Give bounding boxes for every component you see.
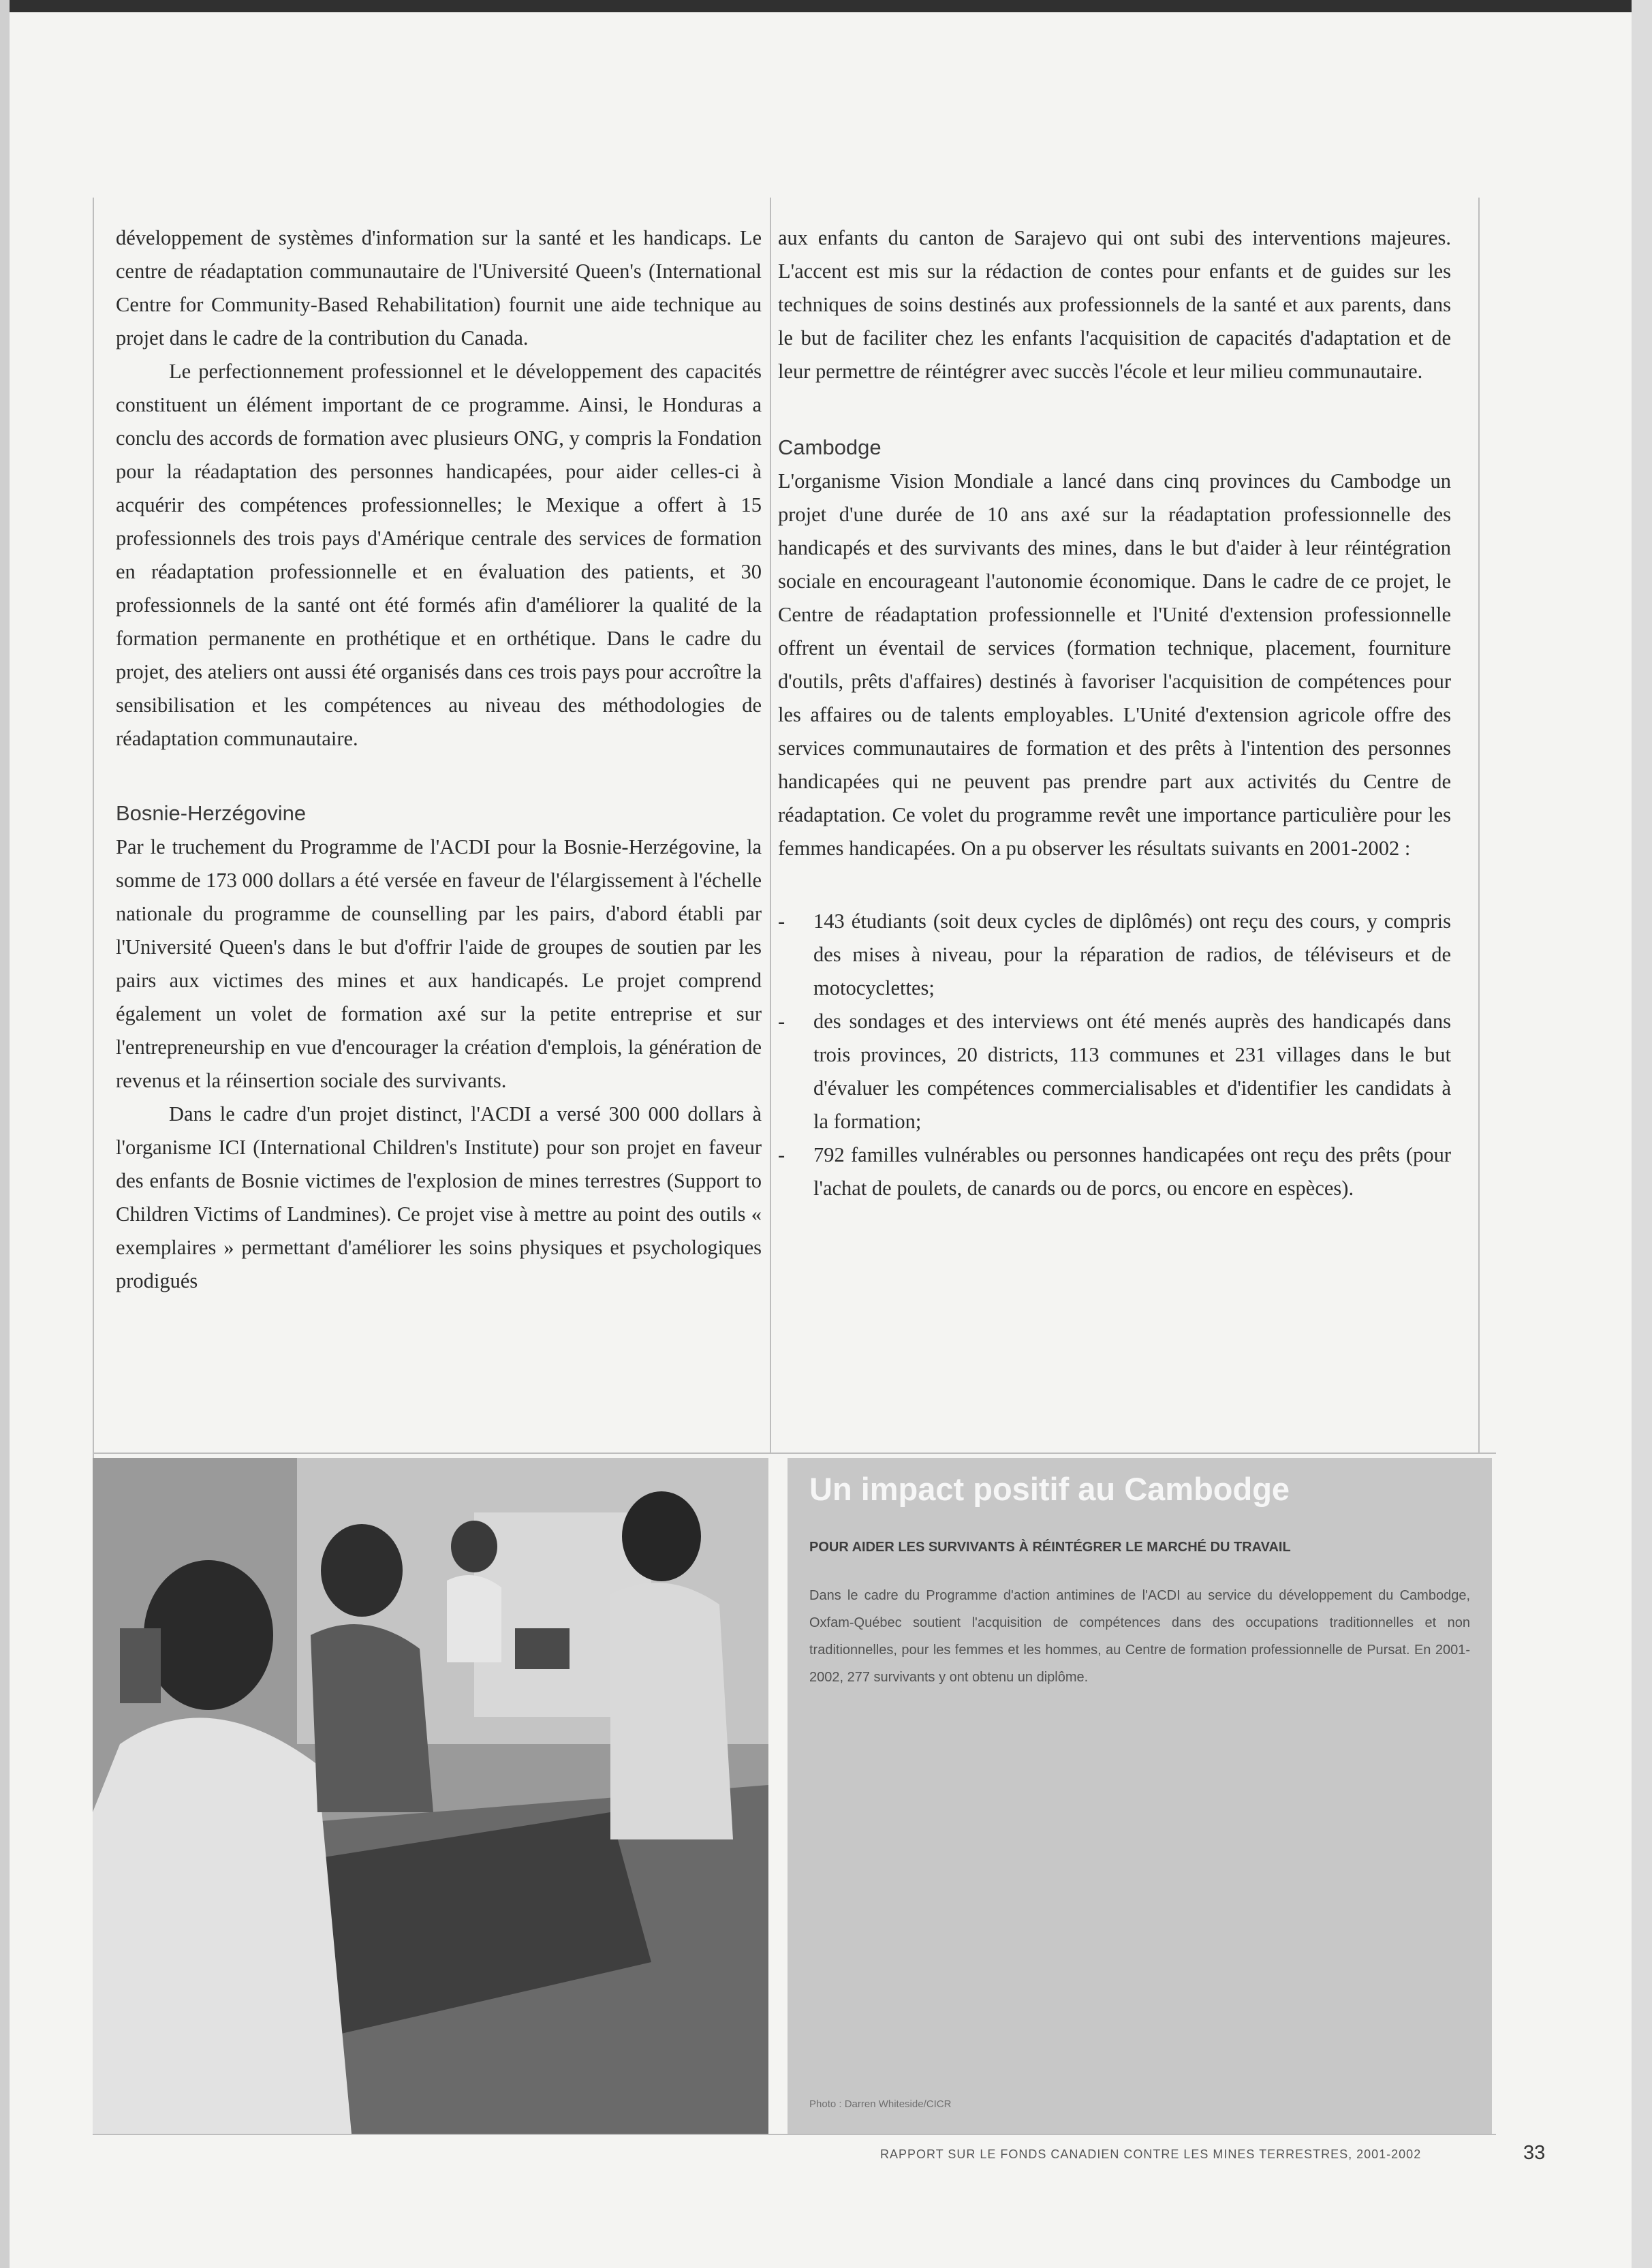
sidebar-body: Dans le cadre du Programme d'action antimines de l'ACDI au service du développement du Cambodge, Oxfam-Québec soutient l'acquisition de compétences dans des occupations traditionnelles et non traditionnelles, pour les femmes et les hommes, au Centre de formation professionnelle de Pursat. En 2001-2002, 277 survivants y ont obtenu un diplôme.: [809, 1588, 1470, 1685]
left-paragraph-2: Le perfectionnement professionnel et le développement des capacités constituent un élément important de ce programme. Ainsi, le Honduras a conclu des accords de formation avec plusieurs ONG, y compris la Fondation pour la réadaptation des personnes handicapées, pour aider celles-ci à acquérir des compétences professionnelles; le Mexique a offert à 15 professionnels des trois pays d'Amérique centrale des services de formation en réadaptation professionnelle et en évaluation des patients, et 30 professionnels de la santé ont été formés afin d'améliorer la qualité de la formation permanente en prothétique et en orthétique. Dans le cadre du projet, des ateliers ont aussi été organisés dans ces trois pays pour accroître la sensibilisation et les compétences au niveau des méthodologies de réadaptation communautaire.: [116, 360, 762, 750]
scan-top-edge: [0, 0, 1652, 12]
right-column: [778, 221, 1451, 1205]
results-list: [778, 905, 1451, 1205]
left-paragraph-4: Dans le cadre d'un projet distinct, l'ACDI a versé 300 000 dollars à l'organisme ICI (International Children's Institute) pour son projet en faveur des enfants de Bosnie victimes de l'explosion de mines terrestres (Support to Children Victims of Landmines). Ce projet vise à mettre au point des outils « exemplaires » permettant d'améliorer les soins physiques et psychologiques prodigués: [116, 1102, 762, 1292]
page-number: 33: [1523, 2142, 1546, 2164]
list-item: - des sondages et des interviews ont été menés auprès des handicapés dans trois provinces, 20 districts, 113 communes et 231 villages dans le but d'évaluer les compétences commercialisables et d'identifier les candidats à la formation;: [778, 1005, 1451, 1138]
column-rule-right: [1478, 198, 1480, 1453]
list-item: - 143 étudiants (soit deux cycles de diplômés) ont reçu des cours, y compris des mises à niveau, pour la réparation de radios, de téléviseurs et de motocyclettes;: [778, 905, 1451, 1005]
left-column: [116, 221, 762, 1298]
sidebar-title: Un impact positif au Cambodge: [809, 1471, 1290, 1507]
scan-right-edge: [1632, 0, 1652, 2268]
scan-left-edge: [0, 0, 10, 2268]
section-heading-bosnie: Bosnie-Herzégovine: [116, 801, 307, 825]
list-item: - 792 familles vulnérables ou personnes handicapées ont reçu des prêts (pour l'achat de poulets, de canards ou de porcs, ou encore en espèces).: [778, 1138, 1451, 1205]
section-heading-cambodge: Cambodge: [778, 435, 882, 459]
footer-rule: [93, 2134, 1496, 2135]
running-footer: RAPPORT SUR LE FONDS CANADIEN CONTRE LES MINES TERRESTRES, 2001-2002: [880, 2147, 1422, 2161]
right-paragraph-1: aux enfants du canton de Sarajevo qui ont subi des interventions majeures. L'accent est mis sur la rédaction de contes pour enfants et de guides sur les techniques de soins destinés aux professionnels de la santé et aux parents, dans le but de faciliter chez les enfants l'acquisition de capacités d'adaptation et de leur permettre de réintégrer avec succès l'école et leur milieu communautaire.: [778, 226, 1451, 383]
sidebar-subtitle: POUR AIDER LES SURVIVANTS À RÉINTÉGRER LE MARCHÉ DU TRAVAIL: [809, 1540, 1291, 1555]
sidebar-box: [788, 1458, 1492, 2134]
workshop-photo: [93, 1458, 768, 2134]
section-rule-bottom: [93, 1453, 1496, 1454]
left-paragraph-3: Par le truchement du Programme de l'ACDI pour la Bosnie-Herzégovine, la somme de 173 000 dollars a été versée en faveur de l'élargissement à l'échelle nationale du programme de counselling par les pairs, d'abord établi par l'Université Queen's dans le but d'offrir l'aide de groupes de soutien par les pairs aux victimes des mines et aux handicapés. Le projet comprend également un volet de formation axé sur la petite entreprise et sur l'entrepreneurship en vue d'encourager la création d'emplois, la génération de revenus et la réinsertion sociale des survivants.: [116, 835, 762, 1092]
left-paragraph-1: développement de systèmes d'information sur la santé et les handicaps. Le centre de réadaptation communautaire de l'Université Queen's (International Centre for Community-Based Rehabilitation) fournit une aide technique au projet dans le cadre de la contribution du Canada.: [116, 226, 762, 349]
column-rule-middle: [770, 198, 771, 1453]
photo-credit: Photo : Darren Whiteside/CICR: [809, 2098, 952, 2110]
photo-illustration: [93, 1458, 768, 2134]
right-paragraph-2: L'organisme Vision Mondiale a lancé dans cinq provinces du Cambodge un projet d'une durée de 10 ans axé sur la réadaptation professionnelle des handicapés et des survivants des mines, dans le but d'aider à leur réintégration sociale en encourageant l'autonomie économique. Dans le cadre de ce projet, le Centre de réadaptation professionnelle et l'Unité d'extension professionnelle offrent un éventail de services (formation technique, placement, fourniture d'outils, prêts d'affaires) destinés à favoriser l'acquisition de compétences pour les affaires ou de talents employables. L'Unité d'extension agricole offre des services communautaires de formation et des prêts à l'intention des personnes handicapées qui ne peuvent pas prendre part aux activités du Centre de réadaptation. Ce volet du programme revêt une importance particulière pour les femmes handicapées. On a pu observer les résultats suivants en 2001-2002 :: [778, 469, 1451, 860]
